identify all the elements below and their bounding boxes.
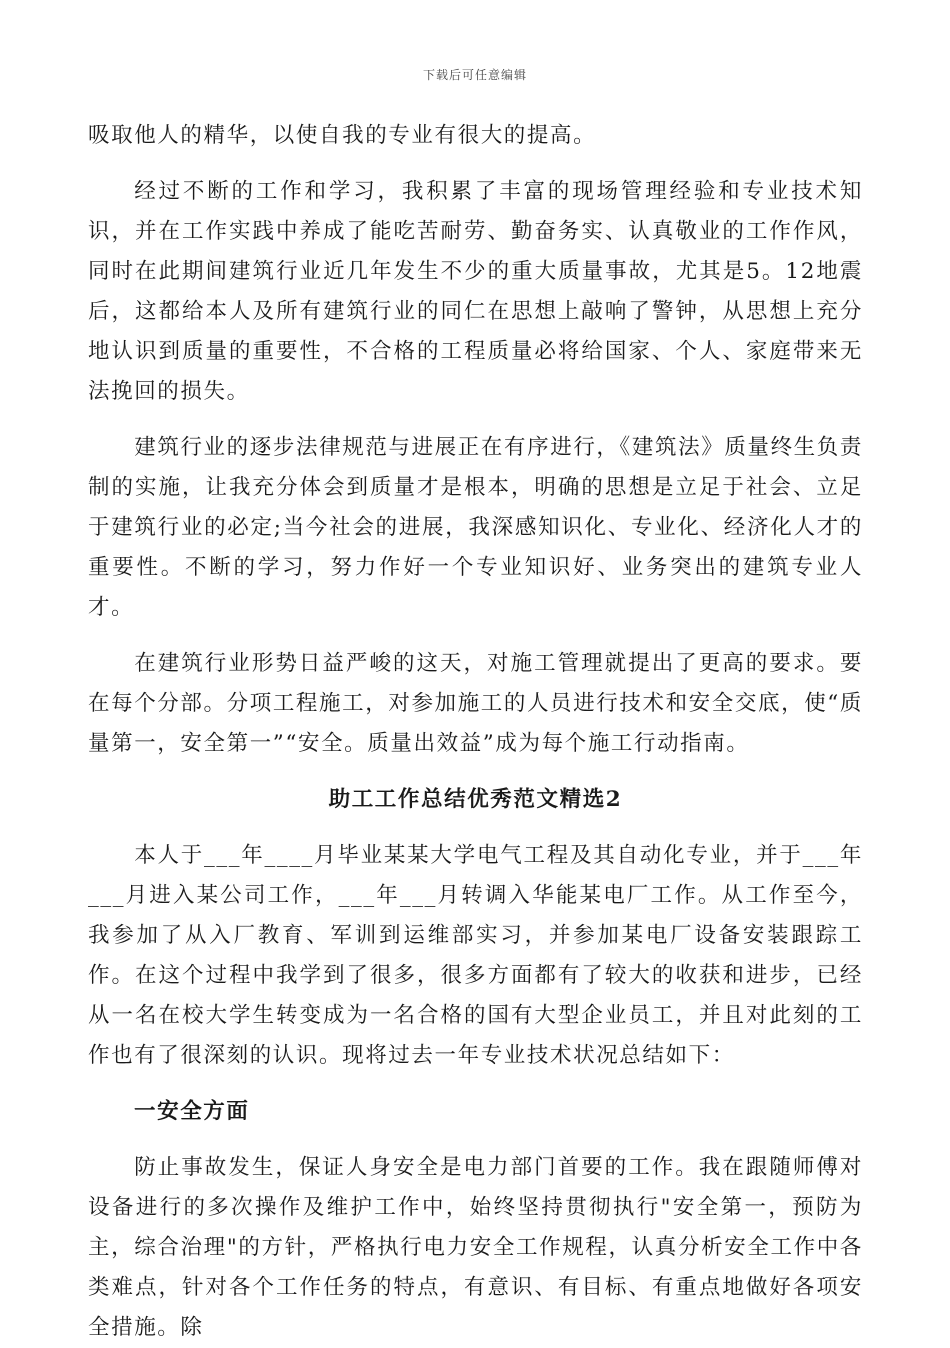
subheading-safety: 一安全方面: [134, 1099, 250, 1124]
paragraph-2: 经过不断的工作和学习，我积累了丰富的现场管理经验和专业技术知识，并在工作实践中养成了能吃苦耐劳、勤奋务实、认真敬业的工作作风，同时在此期间建筑行业近几年发生不少的重大质量事故，尤其是5。12地震后，这都给本人及所有建筑行业的同仁在思想上敲响了警钟，从思想上充分地认识到质量的重要性，不合格的工程质量必将给国家、个人、家庭带来无法挽回的损失。: [88, 179, 863, 404]
document-body: [88, 116, 863, 1348]
paragraph-3: 建筑行业的逐步法律规范与进展正在有序进行，《建筑法》质量终生负责制的实施，让我充分体会到质量才是根本，明确的思想是立足于社会、立足于建筑行业的必定;当今社会的进展，我深感知识化、专业化、经济化人才的重要性。不断的学习，努力作好一个专业知识好、业务突出的建筑专业人才。: [88, 435, 863, 620]
paragraph-5: 本人于___年____月毕业某某大学电气工程及其自动化专业，并于___年___月进入某公司工作，___年___月转调入华能某电厂工作。从工作至今，我参加了从入厂教育、军训到运维部实习，并参加某电厂设备安装跟踪工作。在这个过程中我学到了很多，很多方面都有了较大的收获和进步，已经从一名在校大学生转变成为一名合格的国有大型企业员工，并且对此刻的工作也有了很深刻的认识。现将过去一年专业技术状况总结如下：: [88, 843, 863, 1068]
page-header-note: 下载后可任意编辑: [422, 68, 527, 82]
paragraph-4: 在建筑行业形势日益严峻的这天，对施工管理就提出了更高的要求。要在每个分部。分项工程施工，对参加施工的人员进行技术和安全交底，使“质量第一，安全第一”“安全。质量出效益”成为每个施工行动指南。: [88, 651, 863, 756]
section-title: 助工工作总结优秀范文精选2: [328, 787, 623, 812]
paragraph-6: 防止事故发生，保证人身安全是电力部门首要的工作。我在跟随师傅对设备进行的多次操作及维护工作中，始终坚持贯彻执行"安全第一，预防为主，综合治理"的方针，严格执行电力安全工作规程，认真分析安全工作中各类难点，针对各个工作任务的特点，有意识、有目标、有重点地做好各项安全措施。除: [88, 1155, 863, 1340]
paragraph-1: 吸取他人的精华，以使自我的专业有很大的提高。: [88, 123, 597, 148]
